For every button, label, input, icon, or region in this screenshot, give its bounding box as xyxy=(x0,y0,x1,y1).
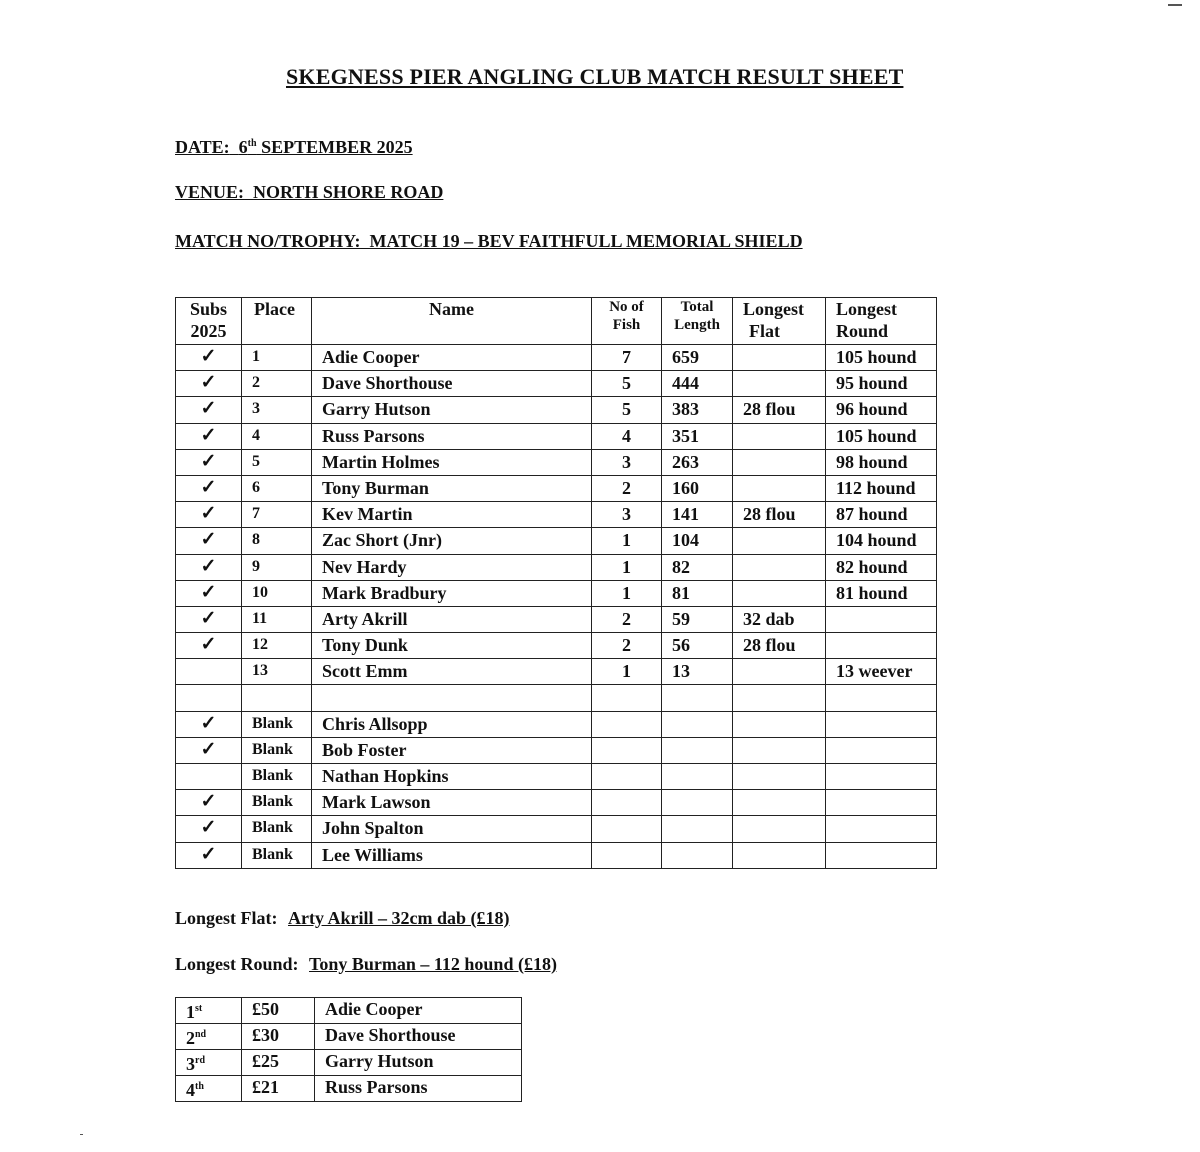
place-cell: 10 xyxy=(242,580,312,606)
match-label: MATCH NO/TROPHY: xyxy=(175,231,361,251)
place-cell: 11 xyxy=(242,606,312,632)
fish-count-cell: 3 xyxy=(592,502,662,528)
longest-flat-cell xyxy=(733,580,826,606)
match-value: MATCH 19 – BEV FAITHFULL MEMORIAL SHIELD xyxy=(369,231,803,251)
match-line xyxy=(175,231,803,252)
longest-flat-cell xyxy=(733,764,826,790)
subs-tick xyxy=(176,685,242,711)
fish-count-cell: 1 xyxy=(592,528,662,554)
longest-round-cell xyxy=(826,764,937,790)
longest-flat-label: Longest Flat: xyxy=(175,908,278,928)
place-cell: 6 xyxy=(242,475,312,501)
table-row xyxy=(176,554,937,580)
place-cell: 2 xyxy=(242,371,312,397)
longest-flat-cell xyxy=(733,816,826,842)
total-length-cell: 383 xyxy=(662,397,733,423)
total-length-cell xyxy=(662,842,733,868)
scan-mark xyxy=(1168,4,1182,6)
table-row xyxy=(176,816,937,842)
total-length-cell xyxy=(662,790,733,816)
total-length-cell: 263 xyxy=(662,449,733,475)
prize-row xyxy=(176,1050,522,1076)
longest-flat-cell xyxy=(733,711,826,737)
place-cell: Blank xyxy=(242,816,312,842)
total-length-cell: 160 xyxy=(662,475,733,501)
table-row xyxy=(176,528,937,554)
subs-tick xyxy=(176,764,242,790)
prize-winner: Adie Cooper xyxy=(315,998,522,1024)
fish-count-cell: 4 xyxy=(592,423,662,449)
prize-row xyxy=(176,998,522,1024)
longest-round-cell: 96 hound xyxy=(826,397,937,423)
name-cell: Garry Hutson xyxy=(312,397,592,423)
longest-round-cell xyxy=(826,606,937,632)
longest-round-cell xyxy=(826,737,937,763)
fish-count-cell: 5 xyxy=(592,371,662,397)
table-row xyxy=(176,737,937,763)
subs-tick: ✓ xyxy=(176,345,242,371)
fish-count-cell: 2 xyxy=(592,633,662,659)
fish-count-cell xyxy=(592,790,662,816)
place-cell: 8 xyxy=(242,528,312,554)
fish-count-cell: 7 xyxy=(592,345,662,371)
subs-tick: ✓ xyxy=(176,397,242,423)
longest-flat-cell: 28 flou xyxy=(733,633,826,659)
longest-round-cell: 87 hound xyxy=(826,502,937,528)
prize-position: 2nd xyxy=(176,1024,242,1050)
longest-flat-cell: 32 dab xyxy=(733,606,826,632)
name-cell: Mark Lawson xyxy=(312,790,592,816)
place-cell: 4 xyxy=(242,423,312,449)
total-length-cell: 104 xyxy=(662,528,733,554)
table-row xyxy=(176,790,937,816)
longest-flat-summary xyxy=(175,908,509,929)
header-no-of-fish: No of Fish xyxy=(592,298,662,345)
name-cell: Russ Parsons xyxy=(312,423,592,449)
total-length-cell: 82 xyxy=(662,554,733,580)
name-cell: Martin Holmes xyxy=(312,449,592,475)
fish-count-cell: 1 xyxy=(592,554,662,580)
longest-round-cell: 13 weever xyxy=(826,659,937,685)
total-length-cell: 351 xyxy=(662,423,733,449)
name-cell: Nathan Hopkins xyxy=(312,764,592,790)
longest-flat-cell xyxy=(733,659,826,685)
longest-flat-cell xyxy=(733,528,826,554)
name-cell: John Spalton xyxy=(312,816,592,842)
date-day: 6 xyxy=(238,137,248,157)
table-row xyxy=(176,345,937,371)
venue-label: VENUE: xyxy=(175,182,245,202)
fish-count-cell: 2 xyxy=(592,475,662,501)
fish-count-cell xyxy=(592,711,662,737)
total-length-cell xyxy=(662,737,733,763)
table-row xyxy=(176,502,937,528)
scan-speck xyxy=(80,1134,83,1135)
name-cell: Bob Foster xyxy=(312,737,592,763)
prize-amount: £21 xyxy=(242,1076,315,1102)
name-cell: Mark Bradbury xyxy=(312,580,592,606)
place-cell: Blank xyxy=(242,790,312,816)
place-cell: 3 xyxy=(242,397,312,423)
prize-amount: £50 xyxy=(242,998,315,1024)
longest-round-cell: 105 hound xyxy=(826,423,937,449)
subs-tick: ✓ xyxy=(176,423,242,449)
prizes-table xyxy=(175,997,522,1102)
fish-count-cell xyxy=(592,842,662,868)
total-length-cell: 59 xyxy=(662,606,733,632)
subs-tick: ✓ xyxy=(176,528,242,554)
prize-row xyxy=(176,1076,522,1102)
subs-tick: ✓ xyxy=(176,842,242,868)
longest-round-cell xyxy=(826,816,937,842)
subs-tick: ✓ xyxy=(176,580,242,606)
fish-count-cell: 1 xyxy=(592,580,662,606)
table-row xyxy=(176,606,937,632)
prize-position: 3rd xyxy=(176,1050,242,1076)
header-longest-flat: Longest Flat xyxy=(733,298,826,345)
table-row xyxy=(176,685,937,711)
total-length-cell xyxy=(662,685,733,711)
subs-tick: ✓ xyxy=(176,633,242,659)
prize-row xyxy=(176,1024,522,1050)
table-row xyxy=(176,580,937,606)
name-cell: Lee Williams xyxy=(312,842,592,868)
longest-flat-cell xyxy=(733,475,826,501)
total-length-cell xyxy=(662,764,733,790)
place-cell: 5 xyxy=(242,449,312,475)
longest-round-cell: 98 hound xyxy=(826,449,937,475)
prize-amount: £30 xyxy=(242,1024,315,1050)
table-row xyxy=(176,397,937,423)
subs-tick xyxy=(176,659,242,685)
subs-tick: ✓ xyxy=(176,554,242,580)
name-cell: Dave Shorthouse xyxy=(312,371,592,397)
longest-round-cell: 105 hound xyxy=(826,345,937,371)
name-cell xyxy=(312,685,592,711)
date-line xyxy=(175,137,413,158)
longest-round-cell: 82 hound xyxy=(826,554,937,580)
longest-round-cell xyxy=(826,842,937,868)
results-table xyxy=(175,297,937,869)
prize-winner: Russ Parsons xyxy=(315,1076,522,1102)
place-cell: 12 xyxy=(242,633,312,659)
fish-count-cell xyxy=(592,764,662,790)
subs-tick: ✓ xyxy=(176,475,242,501)
table-row xyxy=(176,711,937,737)
subs-tick: ✓ xyxy=(176,790,242,816)
longest-round-cell xyxy=(826,790,937,816)
header-subs: Subs 2025 xyxy=(176,298,242,345)
longest-flat-cell: 28 flou xyxy=(733,397,826,423)
longest-flat-value: Arty Akrill – 32cm dab (£18) xyxy=(288,908,510,928)
longest-round-cell: 95 hound xyxy=(826,371,937,397)
fish-count-cell: 3 xyxy=(592,449,662,475)
prize-winner: Garry Hutson xyxy=(315,1050,522,1076)
table-row xyxy=(176,659,937,685)
name-cell: Chris Allsopp xyxy=(312,711,592,737)
total-length-cell: 659 xyxy=(662,345,733,371)
longest-round-summary xyxy=(175,954,557,975)
table-row xyxy=(176,842,937,868)
longest-flat-cell xyxy=(733,423,826,449)
subs-tick: ✓ xyxy=(176,449,242,475)
longest-flat-cell xyxy=(733,449,826,475)
place-cell: 9 xyxy=(242,554,312,580)
header-total-length: Total Length xyxy=(662,298,733,345)
date-suffix: th xyxy=(247,138,257,149)
prize-position: 1st xyxy=(176,998,242,1024)
fish-count-cell xyxy=(592,737,662,763)
name-cell: Kev Martin xyxy=(312,502,592,528)
place-cell: 1 xyxy=(242,345,312,371)
prize-amount: £25 xyxy=(242,1050,315,1076)
table-row xyxy=(176,423,937,449)
place-cell: Blank xyxy=(242,737,312,763)
venue-value: NORTH SHORE ROAD xyxy=(253,182,444,202)
longest-round-cell: 112 hound xyxy=(826,475,937,501)
name-cell: Tony Burman xyxy=(312,475,592,501)
longest-round-cell xyxy=(826,685,937,711)
longest-flat-cell: 28 flou xyxy=(733,502,826,528)
subs-tick: ✓ xyxy=(176,816,242,842)
subs-tick: ✓ xyxy=(176,502,242,528)
name-cell: Scott Emm xyxy=(312,659,592,685)
subs-tick: ✓ xyxy=(176,606,242,632)
place-cell: 7 xyxy=(242,502,312,528)
longest-round-cell: 104 hound xyxy=(826,528,937,554)
name-cell: Arty Akrill xyxy=(312,606,592,632)
total-length-cell: 141 xyxy=(662,502,733,528)
fish-count-cell xyxy=(592,816,662,842)
total-length-cell: 81 xyxy=(662,580,733,606)
header-place: Place xyxy=(242,298,312,345)
name-cell: Zac Short (Jnr) xyxy=(312,528,592,554)
table-row xyxy=(176,371,937,397)
longest-flat-cell xyxy=(733,842,826,868)
total-length-cell: 56 xyxy=(662,633,733,659)
page-title: SKEGNESS PIER ANGLING CLUB MATCH RESULT SHEET xyxy=(286,64,904,89)
name-cell: Tony Dunk xyxy=(312,633,592,659)
name-cell: Nev Hardy xyxy=(312,554,592,580)
total-length-cell xyxy=(662,816,733,842)
fish-count-cell: 1 xyxy=(592,659,662,685)
fish-count-cell: 5 xyxy=(592,397,662,423)
place-cell xyxy=(242,685,312,711)
longest-round-label: Longest Round: xyxy=(175,954,299,974)
place-cell: Blank xyxy=(242,764,312,790)
results-header-row xyxy=(176,298,937,345)
longest-flat-cell xyxy=(733,685,826,711)
longest-flat-cell xyxy=(733,371,826,397)
fish-count-cell xyxy=(592,685,662,711)
name-cell: Adie Cooper xyxy=(312,345,592,371)
table-row xyxy=(176,764,937,790)
table-row xyxy=(176,633,937,659)
date-value: SEPTEMBER 2025 xyxy=(261,137,413,157)
total-length-cell: 444 xyxy=(662,371,733,397)
total-length-cell: 13 xyxy=(662,659,733,685)
place-cell: Blank xyxy=(242,711,312,737)
prize-position: 4th xyxy=(176,1076,242,1102)
prize-winner: Dave Shorthouse xyxy=(315,1024,522,1050)
longest-flat-cell xyxy=(733,790,826,816)
date-label: DATE: xyxy=(175,137,230,157)
longest-flat-cell xyxy=(733,345,826,371)
longest-round-cell: 81 hound xyxy=(826,580,937,606)
fish-count-cell: 2 xyxy=(592,606,662,632)
place-cell: Blank xyxy=(242,842,312,868)
longest-round-cell xyxy=(826,633,937,659)
header-longest-round: Longest Round xyxy=(826,298,937,345)
table-row xyxy=(176,449,937,475)
longest-flat-cell xyxy=(733,737,826,763)
place-cell: 13 xyxy=(242,659,312,685)
venue-line xyxy=(175,182,443,203)
longest-round-cell xyxy=(826,711,937,737)
total-length-cell xyxy=(662,711,733,737)
subs-tick: ✓ xyxy=(176,737,242,763)
longest-flat-cell xyxy=(733,554,826,580)
subs-tick: ✓ xyxy=(176,371,242,397)
header-name: Name xyxy=(312,298,592,345)
longest-round-value: Tony Burman – 112 hound (£18) xyxy=(309,954,557,974)
subs-tick: ✓ xyxy=(176,711,242,737)
table-row xyxy=(176,475,937,501)
